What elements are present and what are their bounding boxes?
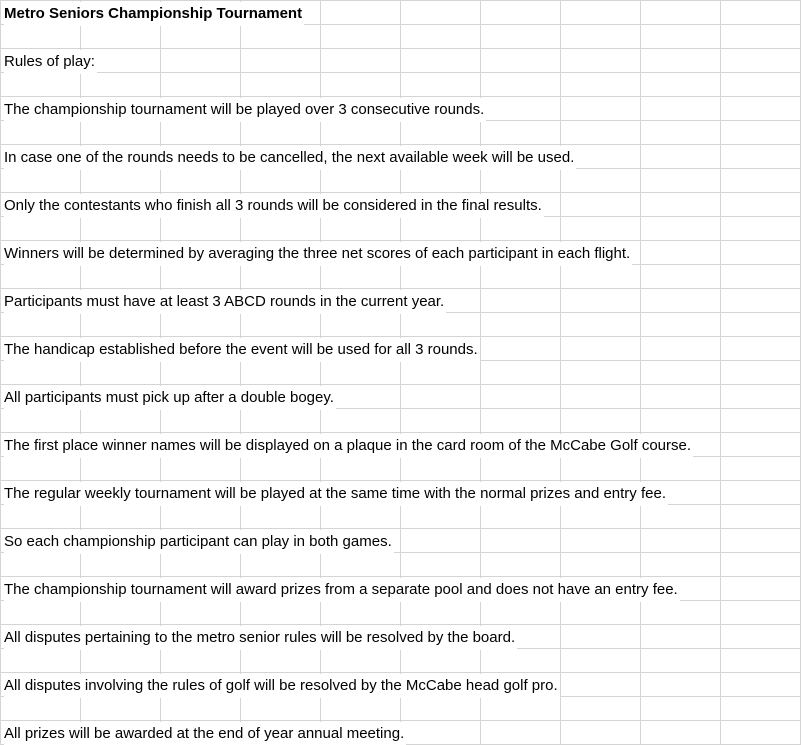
rule-cell-1[interactable]: The championship tournament will be played over 3 consecutive rounds. [4,98,486,122]
rule-cell-12[interactable]: All disputes pertaining to the metro senior rules will be resolved by the board. [4,626,517,650]
rule-cell-7[interactable]: All participants must pick up after a double bogey. [4,386,336,410]
rule-cell-11[interactable]: The championship tournament will award prizes from a separate pool and does not have an entry fee. [4,578,680,602]
rule-cell-8[interactable]: The first place winner names will be displayed on a plaque in the card room of the McCabe Golf course. [4,434,693,458]
rule-cell-9[interactable]: The regular weekly tournament will be played at the same time with the normal prizes and entry fee. [4,482,668,506]
rule-cell-4[interactable]: Winners will be determined by averaging the three net scores of each participant in each flight. [4,242,632,266]
rules-heading[interactable]: Rules of play: [4,50,97,74]
rule-cell-6[interactable]: The handicap established before the event will be used for all 3 rounds. [4,338,480,362]
rule-cell-14[interactable]: All prizes will be awarded at the end of year annual meeting. [4,722,406,745]
rule-cell-10[interactable]: So each championship participant can play in both games. [4,530,394,554]
rule-cell-3[interactable]: Only the contestants who finish all 3 rounds will be considered in the final results. [4,194,544,218]
rule-cell-13[interactable]: All disputes involving the rules of golf will be resolved by the McCabe head golf pro. [4,674,560,698]
sheet-title[interactable]: Metro Seniors Championship Tournament [4,2,304,26]
rule-cell-2[interactable]: In case one of the rounds needs to be cancelled, the next available week will be used. [4,146,576,170]
rule-cell-5[interactable]: Participants must have at least 3 ABCD rounds in the current year. [4,290,446,314]
